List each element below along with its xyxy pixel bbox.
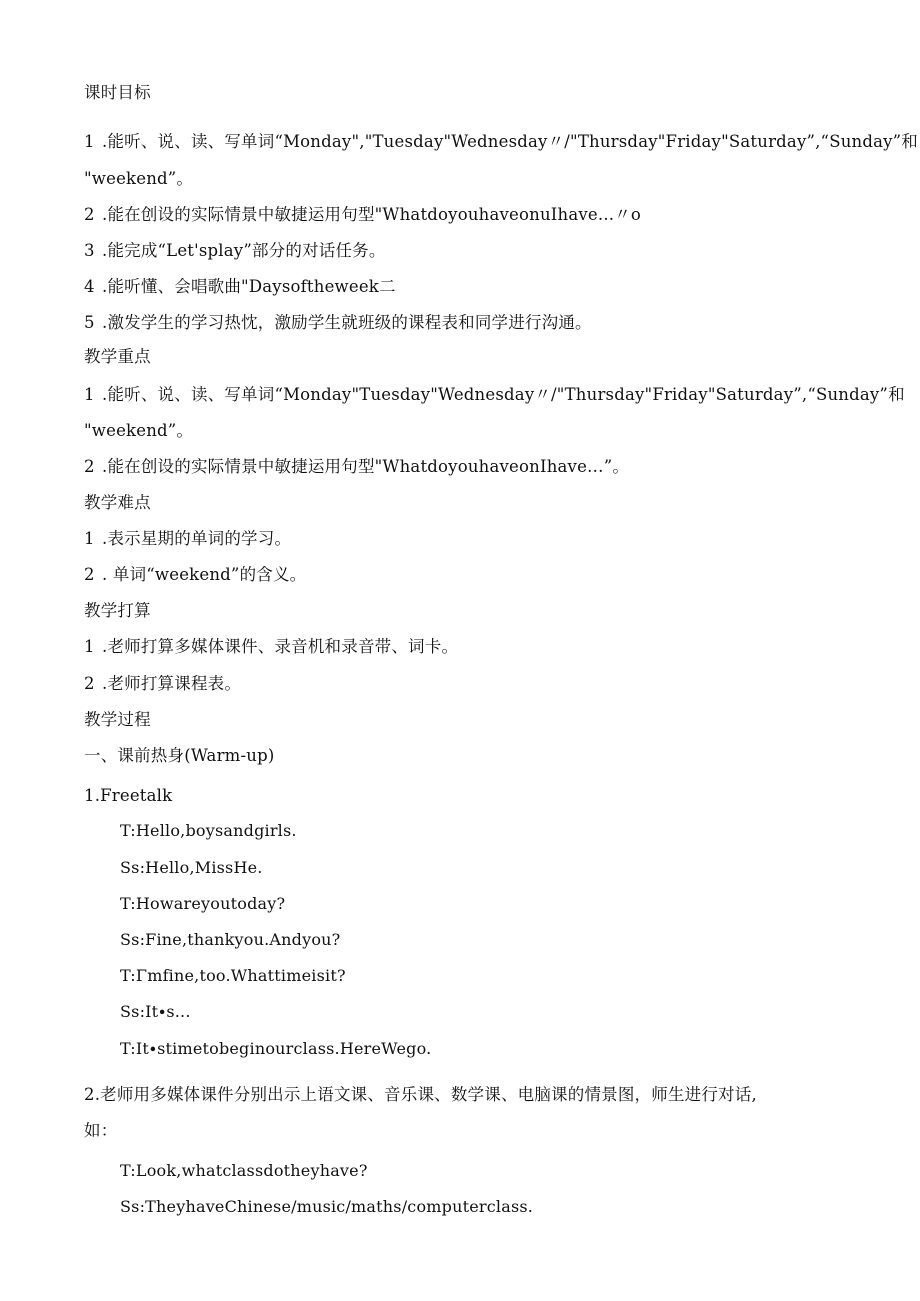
freetalk-title: 1.Freetalk (84, 786, 173, 805)
dialogue-line: Ss:It∙s... (120, 1002, 191, 1021)
item-number: 3 (84, 241, 95, 260)
dialogue-line: T:Hello,boysandgirls. (120, 821, 297, 840)
objective-item (84, 276, 396, 298)
item-text: "weekend”。 (84, 421, 194, 440)
item-text: .老师打算课程表。 (102, 674, 242, 693)
dialogue-line: Ss:TheyhaveChinese/music/maths/computerclass. (120, 1197, 534, 1216)
objective-item (84, 312, 592, 334)
key-point-item-continuation (84, 420, 193, 442)
item-text: .能听、说、读、写单词“Monday"Tuesday"Wednesday〃/"Thursday"Friday"Saturday”,“Sunday”和 (102, 385, 905, 404)
item-text: .能在创设的实际情景中敏捷运用句型"WhatdoyouhaveonuIhave...〃o (102, 205, 642, 224)
item-number: 1 (84, 529, 95, 548)
difficulty-item (84, 564, 306, 586)
key-point-item (84, 456, 629, 478)
item-text: .老师打算多媒体课件、录音机和录音带、词卡。 (102, 637, 459, 656)
item-number: 1 (84, 132, 95, 151)
item-text: .表示星期的单词的学习。 (102, 529, 292, 548)
step2-paragraph-line: 如： (84, 1121, 118, 1140)
preparation-item (84, 673, 241, 695)
item-text: .能在创设的实际情景中敏捷运用句型"WhatdoyouhaveonIhave…”。 (102, 457, 630, 476)
item-number: 1 (84, 637, 95, 656)
objective-item (84, 240, 386, 262)
item-number: 1 (84, 385, 95, 404)
preparation-item (84, 636, 458, 658)
item-text: .激发学生的学习热忱，激励学生就班级的课程表和同学进行沟通。 (102, 313, 592, 332)
item-number: 2 (84, 205, 95, 224)
objective-item (84, 204, 641, 226)
key-point-item (84, 384, 905, 406)
heading-key-points: 教学重点 (84, 347, 151, 366)
item-number: 4 (84, 277, 95, 296)
heading-objectives: 课时目标 (84, 83, 151, 102)
heading-difficulties: 教学难点 (84, 493, 151, 512)
item-text: .能完成“Let'splay”部分的对话任务。 (102, 241, 386, 260)
item-number: 5 (84, 313, 95, 332)
heading-preparation: 教学打算 (84, 601, 151, 620)
item-text: . 单词“weekend”的含义。 (102, 565, 307, 584)
dialogue-line: T:Howareyoutoday? (120, 894, 286, 913)
dialogue-line: Ss:Hello,MissHe. (120, 858, 263, 877)
dialogue-line: T:Γmfine,too.Whattimeisit? (120, 966, 346, 985)
objective-item (84, 131, 918, 153)
item-text: .能听懂、会唱歌曲"Daysoftheweek二 (102, 277, 396, 296)
item-text: .能听、说、读、写单词“Monday","Tuesday"Wednesday〃/"Thursday"Friday"Saturday”,“Sunday”和 (102, 132, 919, 151)
objective-item-continuation (84, 168, 193, 190)
dialogue-line: T:Look,whatclassdotheyhave? (120, 1161, 368, 1180)
dialogue-line: T:It∙stimetobeginourclass.HereWego. (120, 1039, 432, 1058)
difficulty-item (84, 528, 291, 550)
item-number: 2 (84, 457, 95, 476)
item-number: 2 (84, 674, 95, 693)
item-text: "weekend”。 (84, 169, 194, 188)
heading-process: 教学过程 (84, 710, 151, 729)
section-warmup: 一、课前热身(Warm-up) (84, 746, 275, 765)
item-number: 2 (84, 565, 95, 584)
step2-paragraph-line: 2.老师用多媒体课件分别出示上语文课、音乐课、数学课、电脑课的情景图，师生进行对话, (84, 1085, 757, 1104)
dialogue-line: Ss:Fine,thankyou.Andyou? (120, 930, 341, 949)
